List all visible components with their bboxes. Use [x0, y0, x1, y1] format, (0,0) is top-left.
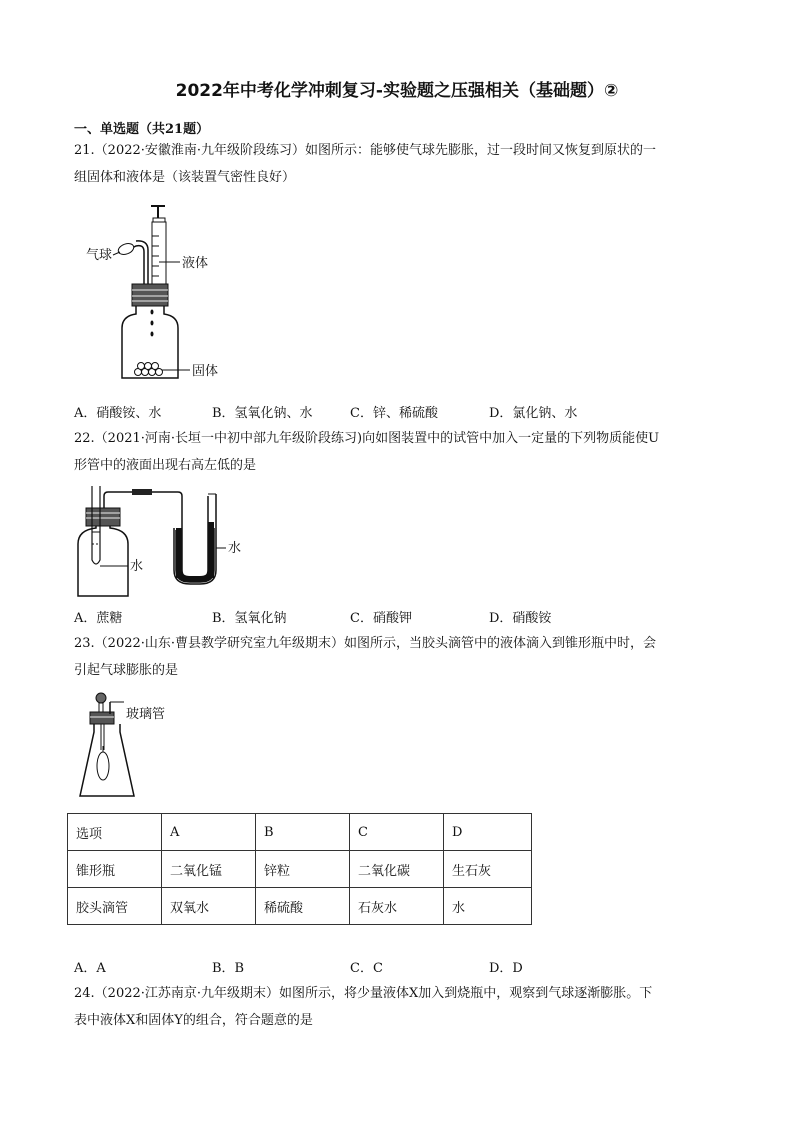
- q22-choices: [74, 607, 714, 625]
- q22-stem-line2: 形管中的液面出现右高左低的是: [74, 458, 257, 473]
- q21-label-balloon: 气球: [86, 248, 113, 263]
- q22-choice-c[interactable]: C．硝酸钾: [350, 611, 412, 626]
- q23-choice-c[interactable]: C．C: [350, 961, 383, 976]
- q22-figure-apparatus: [74, 482, 274, 600]
- q23-choice-b[interactable]: B．B: [212, 961, 245, 976]
- table-cell: 稀硫酸: [256, 888, 350, 925]
- q22-label-water-right: 水: [228, 541, 242, 556]
- q24-stem-line1: 24.（2022·江苏南京·九年级期末）如图所示，将少量液体X加入到烧瓶中，观察到气球逐渐膨胀。下: [74, 986, 653, 1001]
- q23-stem-line1: 23.（2022·山东·曹县教学研究室九年级期末）如图所示，当胶头滴管中的液体滴入到锥形瓶中时，会: [74, 636, 657, 651]
- table-cell: 二氧化锰: [162, 851, 256, 888]
- table-cell: C: [350, 814, 444, 851]
- q23-choice-a[interactable]: A．A: [74, 961, 106, 976]
- q23-label-glass-tube: 玻璃管: [126, 707, 166, 722]
- q22-label-water-left: 水: [130, 559, 144, 574]
- q21-stem-line1: 21.（2022·安徽淮南·九年级阶段练习）如图所示：能够使气球先膨胀，过一段时间又恢复到原状的一: [74, 143, 657, 158]
- table-cell: D: [444, 814, 532, 851]
- table-row: [68, 888, 532, 925]
- table-cell: A: [162, 814, 256, 851]
- page-title: 2022年中考化学冲刺复习-实验题之压强相关（基础题）②: [175, 81, 619, 101]
- q22-choice-b[interactable]: B．氢氧化钠: [212, 611, 287, 626]
- q23-choice-d[interactable]: D．D: [489, 961, 523, 976]
- q24-stem-line2: 表中液体X和固体Y的组合，符合题意的是: [74, 1013, 313, 1028]
- q21-figure-apparatus: [80, 200, 260, 385]
- q23-options-table: [67, 813, 532, 925]
- q21-choice-a[interactable]: A．硝酸铵、水: [74, 406, 162, 421]
- table-cell: B: [256, 814, 350, 851]
- table-cell: 石灰水: [350, 888, 444, 925]
- q21-choices: [74, 402, 714, 420]
- table-cell: 水: [444, 888, 532, 925]
- q21-choice-d[interactable]: D．氯化钠、水: [489, 406, 578, 421]
- table-cell: 选项: [68, 814, 162, 851]
- table-cell: 胶头滴管: [68, 888, 162, 925]
- q23-stem-line2: 引起气球膨胀的是: [74, 663, 179, 678]
- q23-choices: [74, 957, 714, 975]
- table-cell: 锌粒: [256, 851, 350, 888]
- q23-figure-apparatus: [76, 690, 206, 804]
- table-cell: 锥形瓶: [68, 851, 162, 888]
- q21-label-solid: 固体: [192, 364, 219, 379]
- q21-choice-c[interactable]: C．锌、稀硫酸: [350, 406, 438, 421]
- table-cell: 二氧化碳: [350, 851, 444, 888]
- section-heading: 一、单选题（共21题）: [74, 122, 210, 137]
- q22-choice-a[interactable]: A．蔗糖: [74, 611, 123, 626]
- table-row: [68, 814, 532, 851]
- q21-stem-line2: 组固体和液体是（该装置气密性良好）: [74, 170, 296, 185]
- q22-choice-d[interactable]: D．硝酸铵: [489, 611, 552, 626]
- table-cell: 双氧水: [162, 888, 256, 925]
- q21-label-liquid: 液体: [182, 256, 209, 271]
- table-row: [68, 851, 532, 888]
- q21-choice-b[interactable]: B．氢氧化钠、水: [212, 406, 313, 421]
- table-cell: 生石灰: [444, 851, 532, 888]
- q22-stem-line1: 22.（2021·河南·长垣一中初中部九年级阶段练习)向如图装置中的试管中加入一定量的下列物质能使U: [74, 431, 660, 446]
